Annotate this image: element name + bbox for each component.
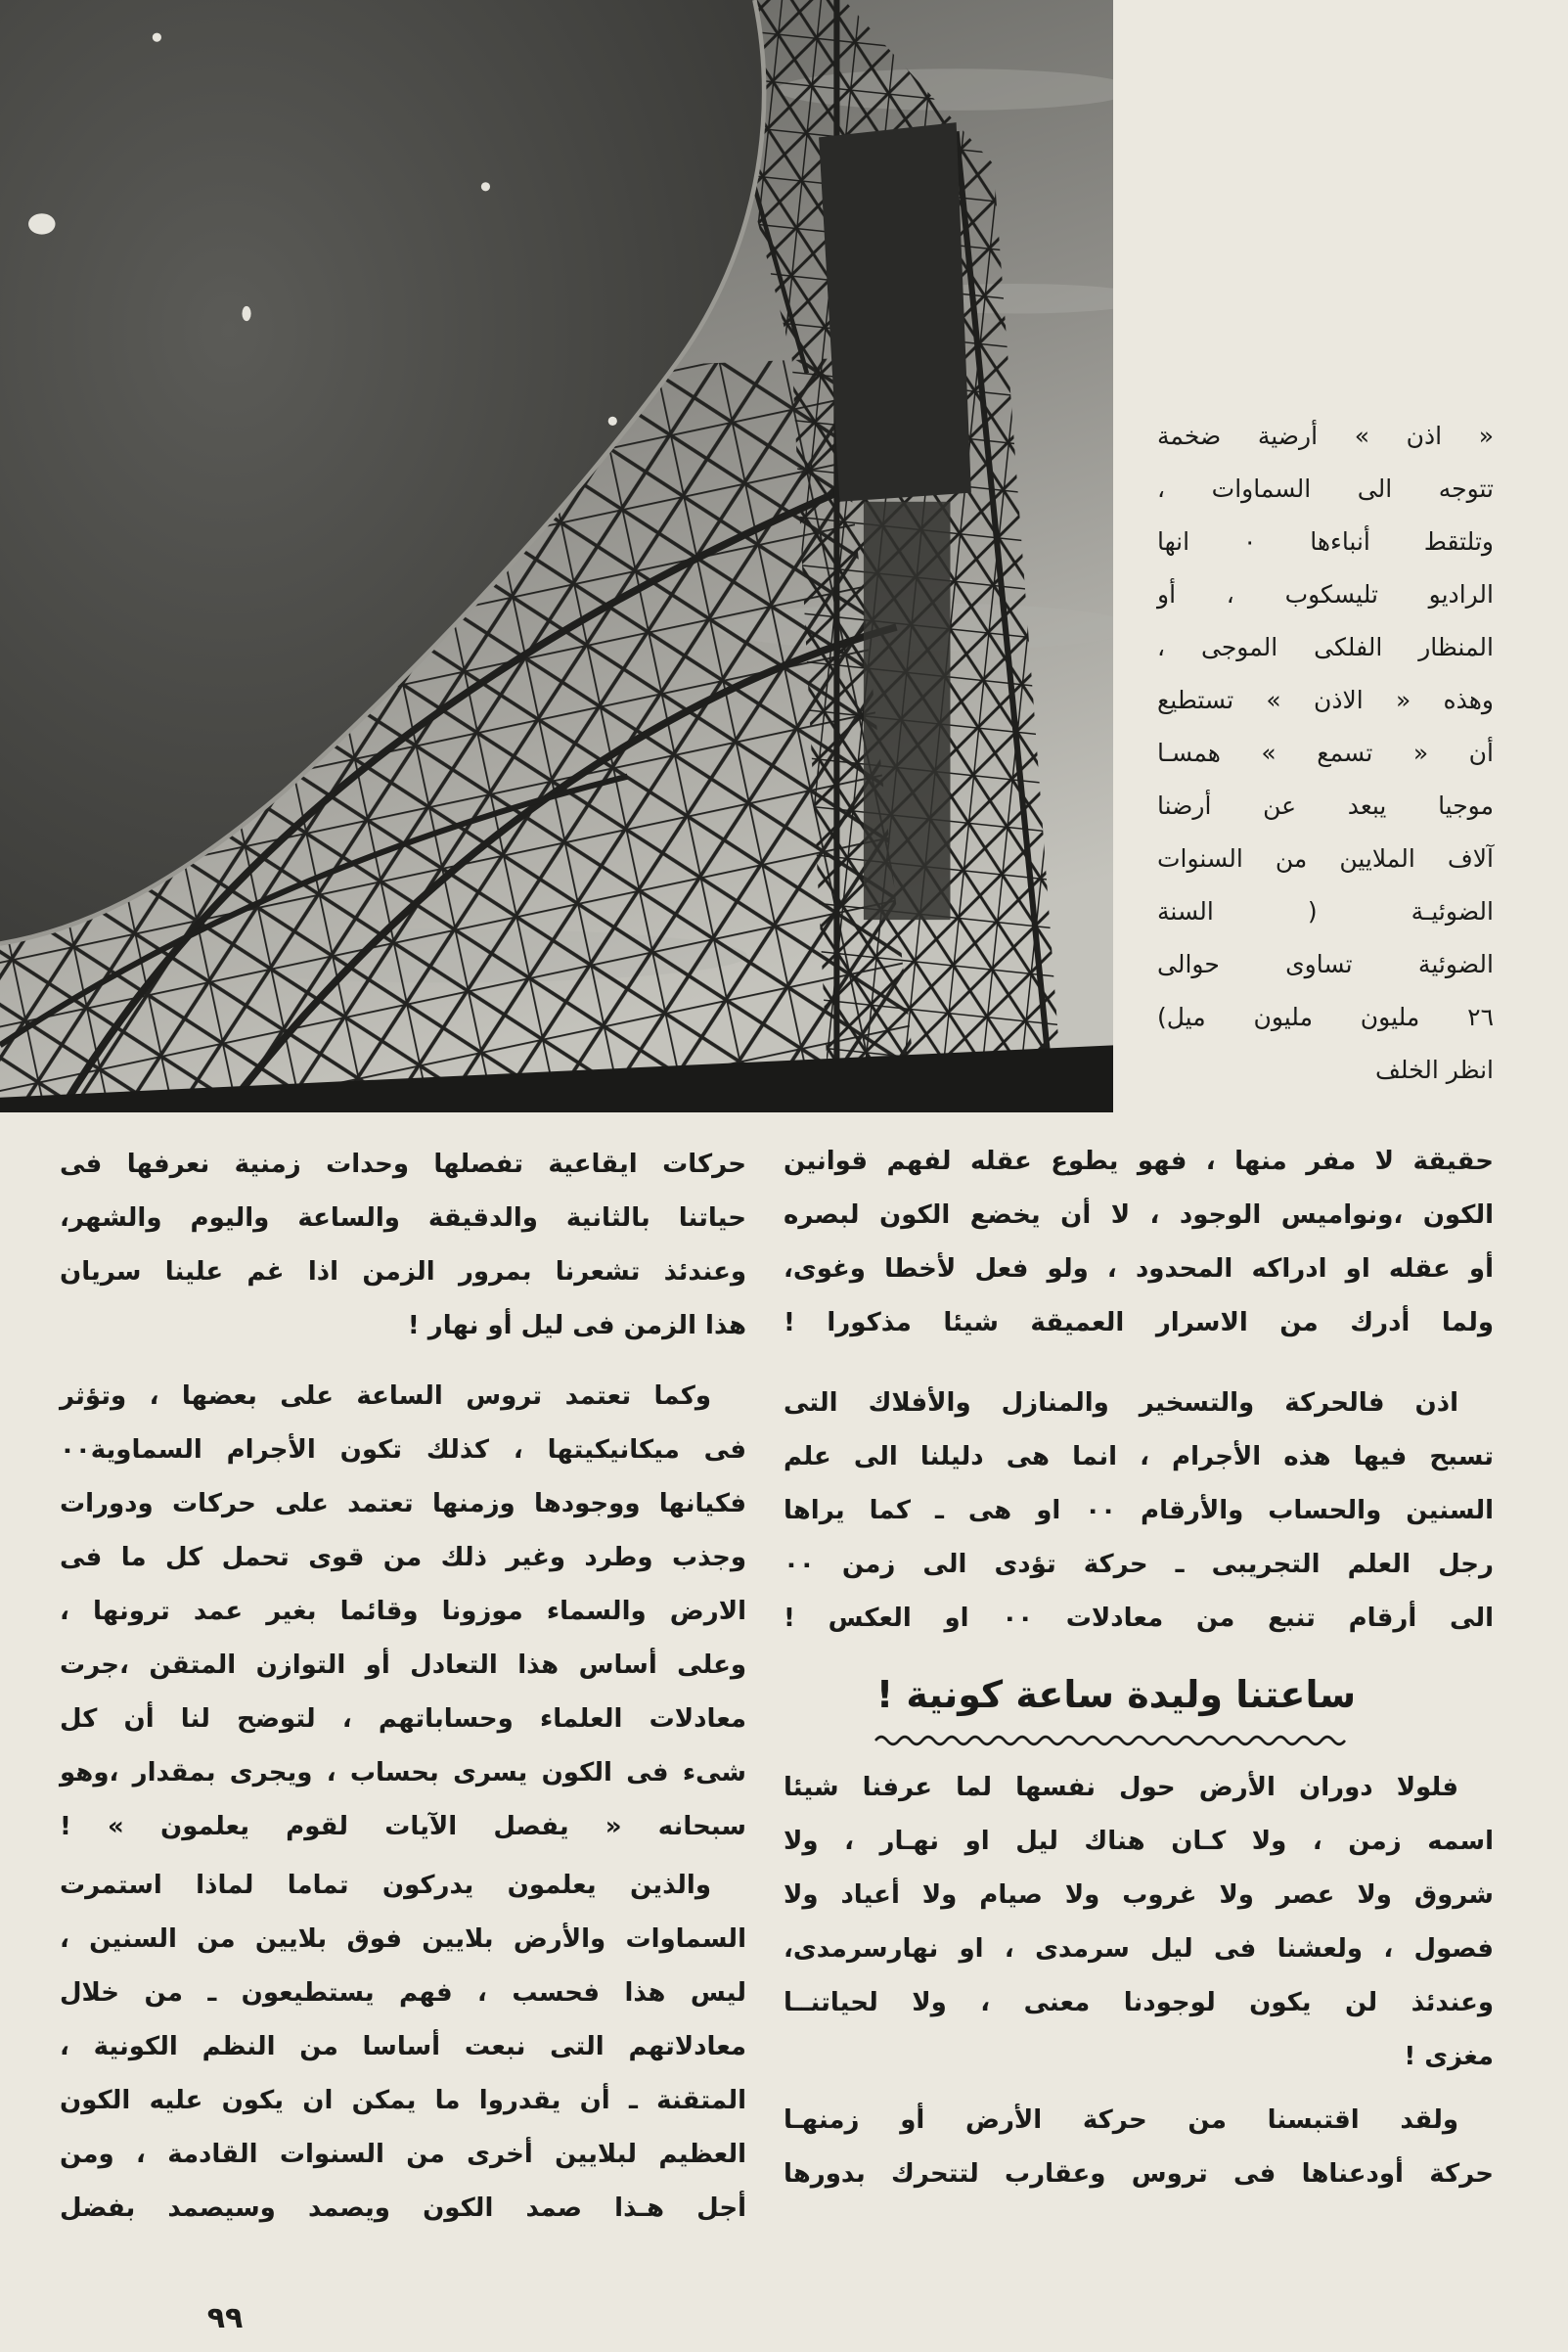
caption-line: وتلتقط أنباءها ٠ انها <box>1157 527 1494 556</box>
body-text-line: ولما أدرك من الاسرار العميقة شيئا مذكورا ! <box>784 1308 1494 1337</box>
body-text-line: سبحانه « يفصل الآيات لقوم يعلمون » ! <box>60 1812 746 1841</box>
body-text-line: معادلات العلماء وحساباتهم ، لتوضح لنا أن كل <box>60 1704 746 1734</box>
body-text-line: شىء فى الكون يسرى بحساب ، ويجرى بمقدار ،وهو <box>60 1758 746 1787</box>
body-text-line: السماوات والأرض بلايين فوق بلايين من السنين ، <box>60 1924 746 1954</box>
body-text-line: معادلاتهم التى نبعت أساسا من النظم الكونية ، <box>60 2032 746 2061</box>
body-text-line: وعلى أساس هذا التعادل أو التوازن المتقن ،جرت <box>60 1651 746 1680</box>
body-text-line: المتقنة ـ أن يقدروا ما يمكن ان يكون عليه الكون <box>60 2086 746 2115</box>
caption-line: المنظار الفلكى الموجى ، <box>1157 633 1494 661</box>
paragraph <box>60 1859 746 2236</box>
body-text-line: حياتنا بالثانية والدقيقة والساعة واليوم والشهر، <box>60 1203 746 1233</box>
paragraph <box>784 1377 1494 1646</box>
caption-line: الضوئية تساوى حوالى <box>1157 950 1494 978</box>
body-text-line: شروق ولا عصر ولا غروب ولا صيام ولا أعياد ولا <box>784 1880 1494 1910</box>
caption-line: تتوجه الى السماوات ، <box>1157 475 1494 503</box>
caption-line: وهذه « الاذن » تستطيع <box>1157 686 1494 714</box>
caption-line: الراديو تليسكوب ، أو <box>1157 580 1494 609</box>
caption-line: أن « تسمع » همسـا <box>1157 739 1494 767</box>
caption-line: الضوئيـة ( السنة <box>1157 897 1494 926</box>
body-text-line: الى أرقام تنبع من معادلات ٠٠ او العكس ! <box>784 1604 1494 1633</box>
body-text-line: وعندئذ تشعرنا بمرور الزمن اذا غم علينا سريان <box>60 1257 746 1287</box>
paragraph <box>784 2094 1494 2201</box>
body-text-line: الكون ،ونواميس الوجود ، لا أن يخضع الكون لبصره <box>784 1200 1494 1230</box>
body-text-line: السنين والحساب والأرقام ٠٠ او هى ـ كما يراها <box>784 1496 1494 1525</box>
paragraph <box>784 1761 1494 2084</box>
paragraph <box>60 1138 746 1353</box>
body-text-line: والذين يعلمون يدركون تماما لماذا استمرت <box>60 1871 711 1900</box>
body-text-line: اسمه زمن ، ولا كـان هناك ليل او نهـار ، ولا <box>784 1827 1494 1856</box>
body-text-line: فصول ، ولعشنا فى ليل سرمدى ، او نهارسرمدى، <box>784 1934 1494 1964</box>
body-text-line: رجل العلم التجريبى ـ حركة تؤدى الى زمن ٠٠ <box>784 1550 1494 1579</box>
caption-line: « اذن » أرضية ضخمة <box>1157 422 1494 450</box>
caption-line: موجيا يبعد عن أرضنا <box>1157 792 1494 820</box>
section-heading: ساعتنا وليدة ساعة كونية ! <box>875 1673 1357 1716</box>
body-text-line: حقيقة لا مفر منها ، فهو يطوع عقله لفهم قوانين <box>784 1147 1494 1176</box>
body-text-line: فى ميكانيكيتها ، كذلك تكون الأجرام السماوية٠٠ <box>60 1435 746 1465</box>
body-text-line: فكيانها ووجودها وزمنها تعتمد على حركات ودورات <box>60 1489 746 1518</box>
body-text-line: ولقد اقتبسنا من حركة الأرض أو زمنهـا <box>784 2105 1458 2135</box>
caption-line: انظر الخلف <box>1374 1056 1494 1084</box>
paragraph <box>60 1370 746 1854</box>
caption-line: آلاف الملايين من السنوات <box>1157 844 1494 873</box>
body-text-line: وعندئذ لن يكون لوجودنا معنى ، ولا لحياتنــا <box>784 1988 1494 2017</box>
body-text-line: العظيم لبلايين أخرى من السنوات القادمة ، ومن <box>60 2140 746 2169</box>
body-text-line: وكما تعتمد تروس الساعة على بعضها ، وتؤثر <box>60 1381 711 1411</box>
body-text-line: أو عقله او ادراكه المحدود ، ولو فعل لأخطا وغوى، <box>784 1254 1494 1284</box>
paragraph <box>784 1135 1494 1350</box>
body-text-line: وجذب وطرد وغير ذلك من قوى تحمل كل ما فى <box>60 1543 746 1572</box>
body-text-line: ليس هذا فحسب ، فهم يستطيعون ـ من خلال <box>60 1978 746 2008</box>
body-text-line: أجل هـذا صمد الكون ويصمد وسيصمد بفضل <box>60 2194 746 2223</box>
body-text-line: مغزى ! <box>1404 2042 1494 2071</box>
left-column <box>60 0 746 2352</box>
wavy-underline <box>874 1730 1353 1751</box>
body-text-line: تسبح فيها هذه الأجرام ، انما هى دليلنا الى علم <box>784 1442 1494 1471</box>
right-column <box>784 0 1494 2352</box>
body-text-line: اذن فالحركة والتسخير والمنازل والأفلاك التى <box>784 1388 1458 1418</box>
body-text-line: حركة أودعناها فى تروس وعقارب لتتحرك بدورها <box>784 2159 1494 2189</box>
body-text-line: فلولا دوران الأرض حول نفسها لما عرفنا شيئا <box>784 1773 1458 1802</box>
body-text-line: الارض والسماء موزونا وقائما بغير عمد ترونها ، <box>60 1597 746 1626</box>
body-text-line: حركات ايقاعية تفصلها وحدات زمنية نعرفها فى <box>60 1150 746 1179</box>
caption-line: ٢٦ مليون مليون ميل) <box>1157 1003 1494 1031</box>
body-text-line: هذا الزمن فى ليل أو نهار ! <box>407 1311 746 1340</box>
page-number: ٩٩ <box>206 2301 244 2335</box>
